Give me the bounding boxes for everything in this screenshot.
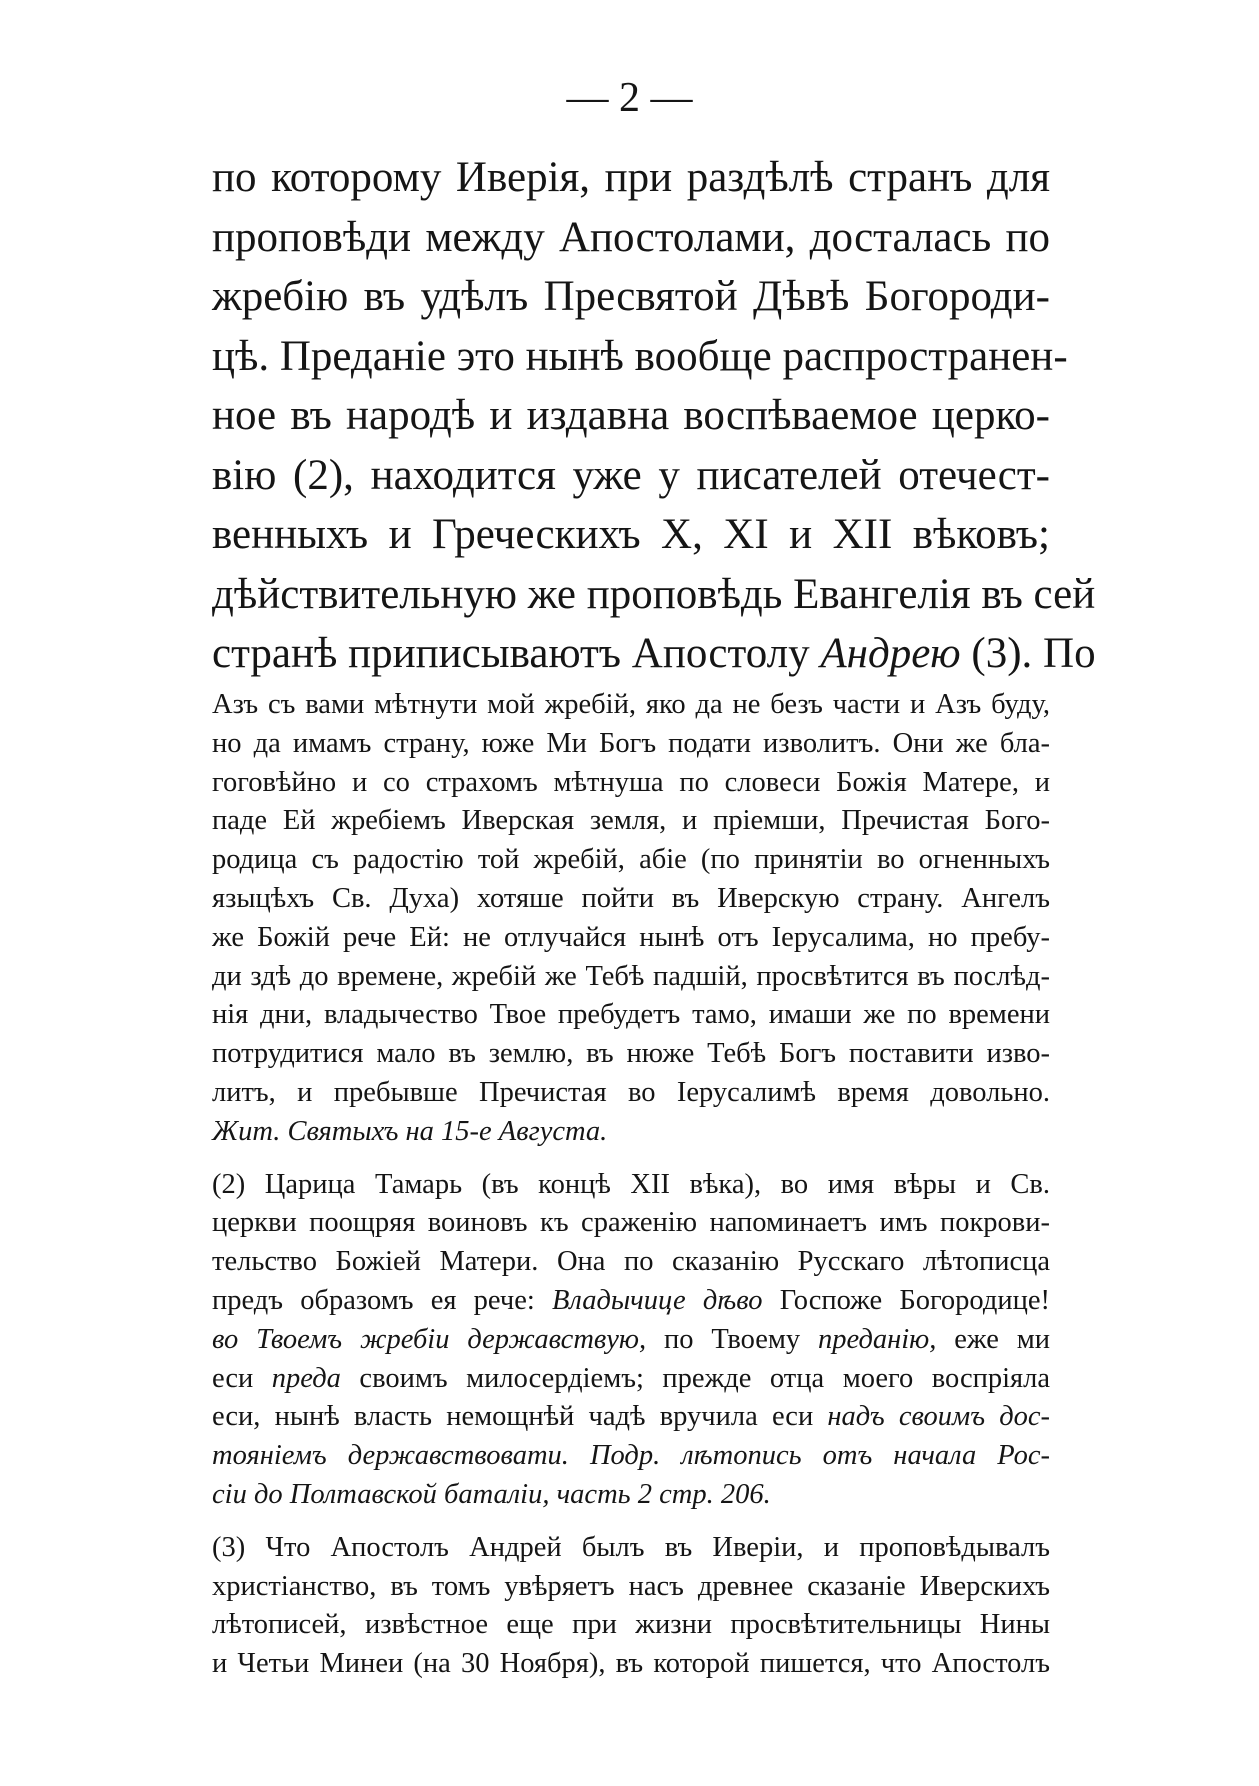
footnote-line: Азъ съ вами мѣтнути мой жребій, яко да не безъ части и Азъ буду, bbox=[212, 689, 1050, 720]
footnote-3 bbox=[212, 1529, 1050, 1684]
footnote-line: ди здѣ до времене, жребій же Тебѣ падшій, просвѣтится въ послѣд- bbox=[212, 960, 1050, 992]
footnote-line: тояніемъ державствовати. Подр. лѣтопись отъ начала Рос- bbox=[212, 1440, 1050, 1472]
footnote-2 bbox=[212, 1166, 1050, 1515]
footnote-line: нія дни, владычество Твое пребудетъ тамо, имаши же по времени bbox=[212, 999, 1050, 1031]
main-text bbox=[212, 148, 1096, 684]
main-last-after: (3). По bbox=[960, 630, 1096, 677]
main-line: жребію въ удѣлъ Пресвятой Дѣвѣ Богороди- bbox=[212, 273, 1050, 320]
text-segment: предъ образомъ ея рече: bbox=[212, 1284, 553, 1316]
text-segment: Госпоже Богородице! bbox=[762, 1284, 1050, 1316]
main-line: ное въ народѣ и издавна воспѣваемое церко- bbox=[212, 392, 1050, 439]
italic-segment: надъ своимъ дос- bbox=[827, 1401, 1051, 1433]
footnotes bbox=[212, 686, 1050, 1684]
footnote-line bbox=[212, 1398, 1050, 1437]
footnote-line: потрудитися мало въ землю, въ нюже Тебѣ Богъ поставити изво- bbox=[212, 1038, 1050, 1070]
footnote-line: христіанство, въ томъ увѣряетъ насъ древнее сказаніе Иверскихъ bbox=[212, 1570, 1050, 1602]
footnote-source: Жит. Святыхъ на 15-е Августа. bbox=[212, 1115, 608, 1147]
footnote-line bbox=[212, 1360, 1050, 1399]
main-line: венныхъ и Греческихъ X, XI и XII вѣковъ; bbox=[212, 511, 1050, 558]
main-line: вію (2), находится уже у писателей отечест- bbox=[212, 451, 1050, 499]
footnote-line: (3) Что Апостолъ Андрей былъ въ Иверіи, и проповѣдывалъ bbox=[212, 1531, 1050, 1563]
main-line: проповѣди между Апостолами, досталась по bbox=[212, 213, 1050, 261]
footnote-1 bbox=[212, 686, 1050, 1152]
main-last-before: странѣ приписываютъ Апостолу bbox=[212, 630, 821, 677]
main-line-last bbox=[212, 624, 1096, 684]
footnote-line: но да имамъ страну, юже Ми Богъ подати изволитъ. Они же бла- bbox=[212, 727, 1050, 759]
footnote-line: родица съ радостію той жребій, абіе (по принятіи во огненныхъ bbox=[212, 844, 1050, 876]
footnote-line: (2) Царица Тамарь (въ концѣ XII вѣка), во имя вѣры и Св. bbox=[212, 1168, 1050, 1200]
footnote-line: лѣтописей, извѣстное еще при жизни просвѣтительницы Нины bbox=[212, 1609, 1050, 1641]
italic-segment: Владычице дѣво bbox=[552, 1284, 763, 1316]
footnote-line: тельство Божіей Матери. Она по сказанію Русскаго лѣтописца bbox=[212, 1246, 1050, 1278]
footnote-line bbox=[212, 1282, 1050, 1321]
text-segment: по Твоему bbox=[646, 1323, 818, 1355]
main-line: цѣ. Преданіе это нынѣ вообще распространен- bbox=[212, 332, 1068, 380]
footnote-line: же Божій рече Ей: не отлучайся нынѣ отъ Іерусалима, но пребу- bbox=[212, 921, 1050, 953]
footnote-line: и Четьи Минеи (на 30 Ноября), въ которой пишется, что Апостолъ bbox=[212, 1648, 1050, 1680]
text-segment: еси bbox=[212, 1362, 272, 1394]
footnote-line: церкви поощряя воиновъ къ сраженію напоминаетъ имъ покрови- bbox=[212, 1207, 1050, 1239]
italic-segment: преданію, bbox=[818, 1323, 937, 1355]
italic-segment: во Твоемъ жребіи державствую, bbox=[212, 1323, 647, 1355]
page-number: — 2 — bbox=[566, 75, 693, 121]
footnote-line: гоговѣйно и со страхомъ мѣтнуша по словеси Божія Матере, и bbox=[212, 766, 1050, 798]
text-segment: еже ми bbox=[936, 1323, 1050, 1355]
text-segment: еси, нынѣ власть немощнѣй чадѣ вручила еси bbox=[212, 1401, 828, 1433]
footnote-line: языцѣхъ Св. Духа) хотяше пойти въ Иверскую страну. Ангелъ bbox=[212, 882, 1050, 914]
text-segment: своимъ милосердіемъ; прежде отца моего воспріяла bbox=[340, 1362, 1050, 1394]
main-line: по которому Иверія, при раздѣлѣ странъ для bbox=[212, 154, 1050, 201]
italic-segment: преда bbox=[271, 1362, 341, 1394]
footnote-line: сіи до Полтавской баталіи, часть 2 стр. 206. bbox=[212, 1478, 771, 1510]
footnote-line: паде Ей жребіемъ Иверская земля, и пріемши, Пречистая Бого- bbox=[212, 805, 1050, 837]
footnote-line bbox=[212, 1321, 1050, 1360]
footnote-line: литъ, и пребывше Пречистая во Іерусалимѣ время довольно. bbox=[212, 1076, 1050, 1108]
main-last-italic: Андрею bbox=[820, 630, 961, 677]
main-line: дѣйствительную же проповѣдь Евангелія въ сей bbox=[212, 570, 1096, 618]
